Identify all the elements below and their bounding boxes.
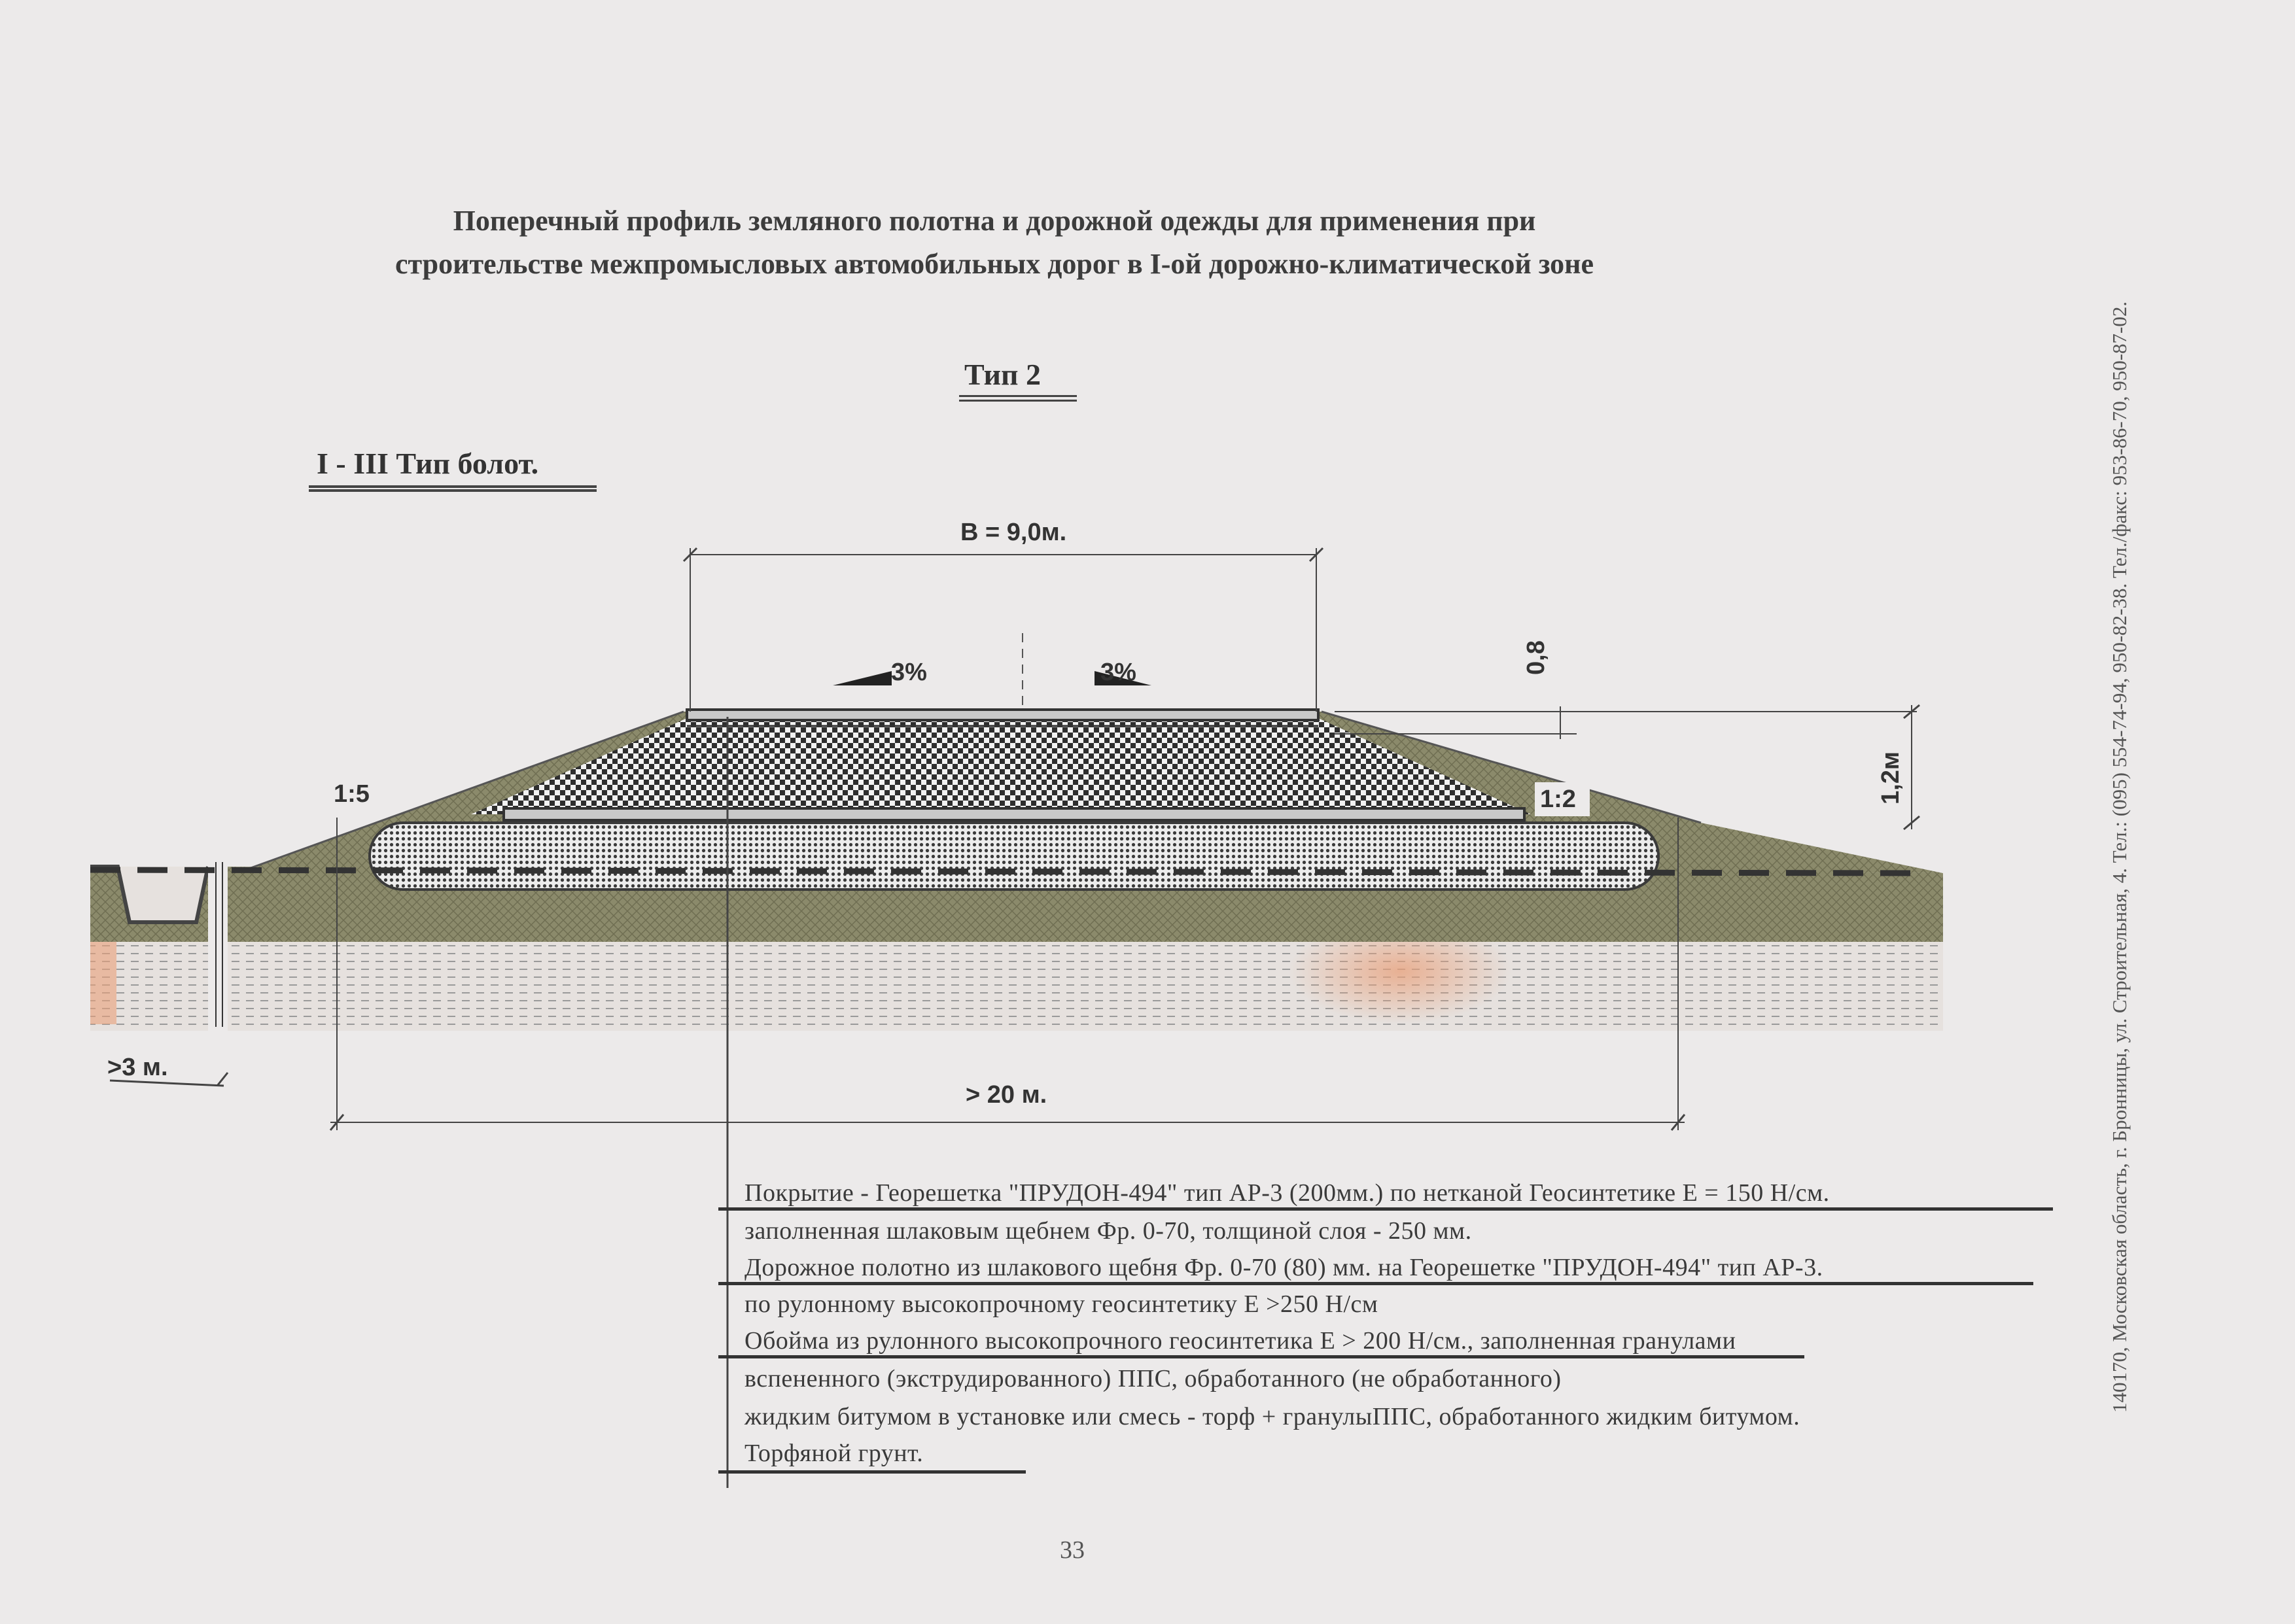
legend-line-5: Обойма из рулонного высокопрочного геосинтетика Е > 200 Н/см., заполненная гранулами	[745, 1327, 1736, 1355]
slope-arrows	[833, 659, 1151, 686]
arrow-left-icon	[833, 671, 892, 685]
legend-line-6: вспененного (экструдированного) ППС, обработанного (не обработанного)	[745, 1365, 1562, 1392]
slope-left-pct: 3%	[891, 659, 927, 686]
geogrid-base	[504, 808, 1524, 820]
orange-patch-left	[90, 935, 116, 1024]
slope-left-label: 1:5	[334, 780, 370, 808]
embankment-height-label: 1,2м	[1877, 752, 1904, 804]
slope-right-pct: 3%	[1100, 659, 1136, 686]
page-number: 33	[1060, 1536, 1085, 1564]
ditch-distance-label: >3 м.	[107, 1054, 168, 1081]
legend-line-2: заполненная шлаковым щебнем Фр. 0-70, толщиной слоя - 250 мм.	[745, 1217, 1472, 1245]
legend-line-7: жидким битумом в установке или смесь - торф + гранулыППС, обработанного жидким битумом.	[745, 1403, 1800, 1430]
width-b-label: B = 9,0м.	[960, 519, 1067, 546]
legend-underline-3	[718, 1282, 2033, 1285]
legend-underline-8	[718, 1470, 1026, 1474]
ditch-break	[208, 862, 228, 1032]
type-label: Тип 2	[964, 358, 1042, 391]
legend-underline-5	[718, 1355, 1804, 1358]
swamp-type-label: I - III Тип болот.	[317, 447, 539, 480]
legend-underline-1	[718, 1207, 2053, 1211]
peat-layer	[90, 942, 1943, 1031]
layer-thickness-label: 0,8	[1522, 640, 1550, 675]
base-width-label: > 20 м.	[966, 1081, 1047, 1109]
legend-line-1: Покрытие - Георешетка "ПРУДОН-494" тип АР-3 (200мм.) по нетканой Геосинтетике Е = 150 Н/см.	[745, 1179, 1830, 1207]
side-contact-info: 140170, Московская область, г. Бронницы, ул. Строительная, 4. Тел.: (095) 554-74-94, 950-82-38. Тел./факс: 953-86-70, 950-87-02.	[2108, 301, 2131, 1413]
legend-line-8: Торфяной грунт.	[745, 1440, 924, 1467]
ppc-capsule	[370, 823, 1658, 890]
title-line-1: Поперечный профиль земляного полотна и дорожной одежды для применения при	[453, 205, 1536, 237]
geogrid-top	[687, 710, 1318, 720]
title-line-2: строительстве межпромысловых автомобильных дорог в I-ой дорожно-климатической зоне	[394, 248, 1594, 280]
embankment	[90, 633, 1943, 890]
legend-line-4: по рулонному высокопрочному геосинтетику Е >250 Н/см	[745, 1290, 1378, 1318]
legend-line-3: Дорожное полотно из шлакового щебня Фр. 0-70 (80) мм. на Георешетке "ПРУДОН-494" тип АР-3.	[745, 1254, 1823, 1281]
slope-right-label: 1:2	[1540, 786, 1576, 813]
